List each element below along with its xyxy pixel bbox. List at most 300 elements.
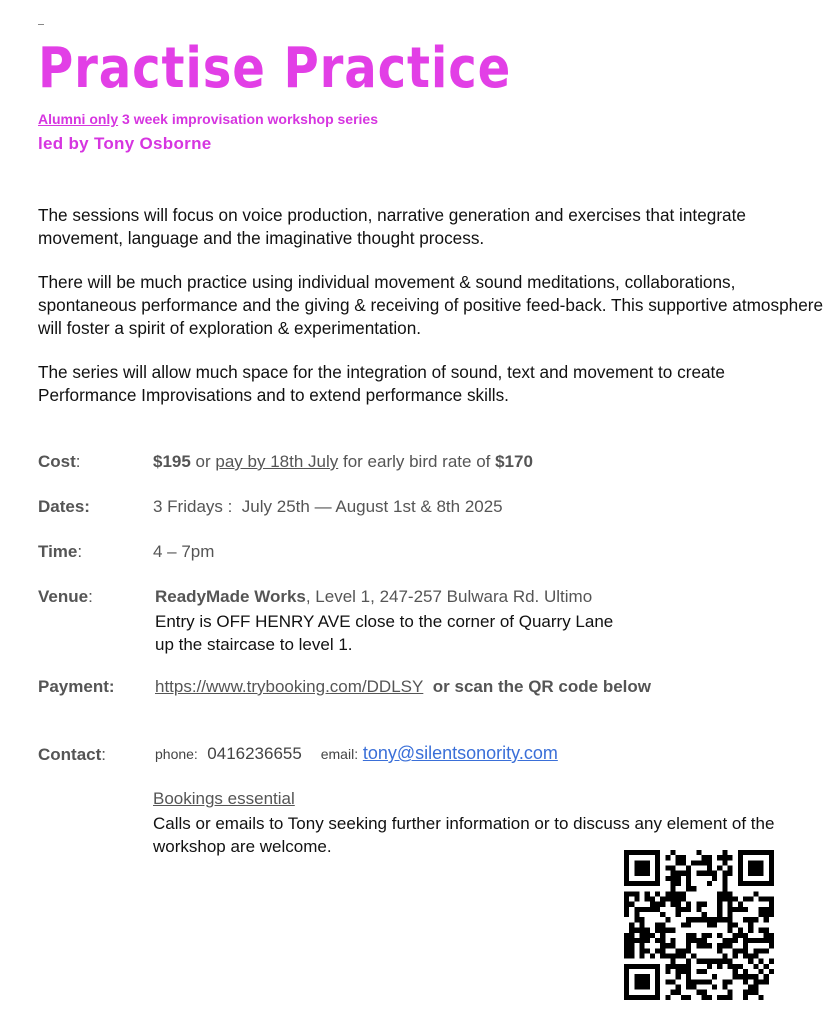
qr-module: [707, 959, 712, 964]
qr-module: [645, 938, 650, 943]
qr-module: [743, 979, 748, 984]
subtitle-rest: 3 week improvisation workshop series: [118, 111, 378, 127]
qr-module: [634, 979, 639, 984]
qr-module: [655, 969, 660, 974]
qr-module: [733, 907, 738, 912]
qr-module: [753, 990, 758, 995]
qr-module: [753, 964, 758, 969]
qr-module: [769, 912, 774, 917]
qr-module: [624, 850, 629, 855]
contact-value: [155, 743, 558, 764]
qr-module: [665, 979, 670, 984]
qr-module: [655, 979, 660, 984]
qr-module: [758, 866, 763, 871]
qr-module: [629, 938, 634, 943]
qr-module: [634, 891, 639, 896]
qr-module: [727, 917, 732, 922]
qr-module: [748, 850, 753, 855]
qr-module: [727, 943, 732, 948]
qr-module: [769, 959, 774, 964]
qr-module: [769, 907, 774, 912]
time-label: Time:: [38, 542, 83, 561]
qr-module: [665, 943, 670, 948]
qr-module: [753, 979, 758, 984]
qr-module: [702, 969, 707, 974]
qr-module: [764, 979, 769, 984]
qr-module: [686, 876, 691, 881]
qr-module: [686, 984, 691, 989]
payment-label: Payment:: [38, 677, 115, 696]
qr-module: [748, 974, 753, 979]
qr-module: [645, 860, 650, 865]
qr-module: [629, 902, 634, 907]
qr-module: [717, 933, 722, 938]
qr-module: [634, 912, 639, 917]
qr-module: [753, 871, 758, 876]
qr-module: [717, 959, 722, 964]
qr-module: [691, 984, 696, 989]
qr-module: [707, 943, 712, 948]
contact-label-text: Contact: [38, 745, 102, 764]
qr-module: [712, 974, 717, 979]
qr-module: [665, 969, 670, 974]
qr-module: [671, 876, 676, 881]
qr-module: [743, 938, 748, 943]
qr-module: [650, 907, 655, 912]
qr-module: [676, 891, 681, 896]
qr-module: [655, 902, 660, 907]
qr-module: [769, 876, 774, 881]
qr-module: [681, 855, 686, 860]
qr-module: [686, 881, 691, 886]
qr-module: [629, 964, 634, 969]
qr-module: [753, 984, 758, 989]
bookings-essential: Bookings essential: [153, 789, 295, 808]
qr-module: [671, 871, 676, 876]
qr-module: [634, 850, 639, 855]
qr-module: [738, 871, 743, 876]
qr-module: [655, 928, 660, 933]
qr-module: [624, 866, 629, 871]
qr-module: [629, 933, 634, 938]
qr-module: [702, 943, 707, 948]
qr-module: [748, 881, 753, 886]
qr-module: [660, 953, 665, 958]
qr-module: [634, 860, 639, 865]
dates-label: Dates:: [38, 497, 90, 516]
qr-module: [727, 979, 732, 984]
qr-module: [764, 938, 769, 943]
qr-module: [738, 881, 743, 886]
qr-module: [696, 943, 701, 948]
qr-module: [634, 928, 639, 933]
qr-module: [696, 860, 701, 865]
qr-module: [655, 860, 660, 865]
qr-module: [686, 959, 691, 964]
qr-module: [769, 866, 774, 871]
qr-module: [748, 984, 753, 989]
qr-module: [660, 912, 665, 917]
qr-module: [655, 938, 660, 943]
qr-module: [707, 964, 712, 969]
qr-module: [753, 881, 758, 886]
qr-module: [769, 938, 774, 943]
paragraph-2: There will be much practice using individual movement & sound meditations, collaborations, spontaneous performance and the giving & receiving of positive feed-back. This supportive atmosphere will foster a spirit of exploration & experimentation.: [38, 272, 824, 338]
early-bird-link[interactable]: pay by 18th July: [215, 452, 339, 471]
qr-module: [743, 969, 748, 974]
email-link[interactable]: tony@silentsonority.com: [362, 743, 558, 763]
qr-module: [727, 964, 732, 969]
qr-module: [686, 886, 691, 891]
qr-module: [753, 866, 758, 871]
qr-module: [769, 860, 774, 865]
qr-module: [702, 938, 707, 943]
qr-module: [671, 979, 676, 984]
qr-module: [655, 990, 660, 995]
qr-module: [676, 855, 681, 860]
qr-module: [629, 850, 634, 855]
qr-module: [634, 871, 639, 876]
qr-module: [640, 979, 645, 984]
qr-module: [702, 979, 707, 984]
qr-module: [738, 948, 743, 953]
qr-module: [655, 974, 660, 979]
qr-module: [660, 922, 665, 927]
qr-module: [722, 943, 727, 948]
qr-module: [655, 964, 660, 969]
qr-module: [712, 876, 717, 881]
qr-module: [671, 928, 676, 933]
qr-module: [717, 897, 722, 902]
cost-or: or: [190, 452, 216, 471]
qr-module: [722, 855, 727, 860]
qr-module: [753, 860, 758, 865]
qr-module: [676, 912, 681, 917]
qr-module: [629, 891, 634, 896]
qr-module: [665, 897, 670, 902]
venue-line-3: up the staircase to level 1.: [155, 635, 353, 654]
qr-module: [722, 995, 727, 1000]
qr-module: [671, 886, 676, 891]
qr-module: [743, 943, 748, 948]
qr-module: [660, 897, 665, 902]
qr-module: [624, 897, 629, 902]
qr-module: [707, 922, 712, 927]
qr-module: [753, 850, 758, 855]
phone-label: phone:: [155, 746, 198, 762]
qr-module: [769, 897, 774, 902]
qr-module: [696, 902, 701, 907]
qr-module: [738, 860, 743, 865]
qr-module: [769, 871, 774, 876]
qr-module: [702, 912, 707, 917]
qr-module: [624, 881, 629, 886]
qr-module: [753, 974, 758, 979]
qr-module: [722, 871, 727, 876]
qr-module: [676, 990, 681, 995]
qr-module: [634, 964, 639, 969]
qr-module: [738, 876, 743, 881]
qr-module: [717, 912, 722, 917]
paragraph-1: The sessions will focus on voice production, narrative generation and exercises that integrate movement, language and the imaginative thought process.: [38, 205, 746, 248]
venue-label-text: Venue: [38, 587, 89, 606]
page-title: Practise Practice: [38, 36, 512, 101]
qr-module: [640, 928, 645, 933]
qr-module: [764, 933, 769, 938]
qr-module: [691, 886, 696, 891]
qr-module: [717, 948, 722, 953]
qr-module: [681, 964, 686, 969]
qr-module: [691, 917, 696, 922]
qr-module: [733, 948, 738, 953]
qr-module: [691, 953, 696, 958]
qr-module: [764, 912, 769, 917]
qr-module: [707, 979, 712, 984]
qr-module: [691, 979, 696, 984]
qr-module: [769, 881, 774, 886]
qr-module: [665, 953, 670, 958]
qr-module: [733, 969, 738, 974]
qr-module: [722, 876, 727, 881]
qr-module: [743, 953, 748, 958]
qr-module: [702, 990, 707, 995]
qr-module: [727, 891, 732, 896]
qr-module: [624, 902, 629, 907]
subtitle: [38, 111, 378, 127]
qr-module: [727, 855, 732, 860]
qr-module: [640, 907, 645, 912]
time-label-text: Time: [38, 542, 78, 561]
qr-module: [645, 974, 650, 979]
qr-module: [738, 928, 743, 933]
qr-module: [645, 928, 650, 933]
qr-module: [671, 990, 676, 995]
qr-module: [650, 902, 655, 907]
qr-module: [769, 943, 774, 948]
qr-module: [686, 948, 691, 953]
qr-module: [733, 938, 738, 943]
qr-module: [624, 871, 629, 876]
qr-module: [686, 974, 691, 979]
qr-module: [753, 917, 758, 922]
qr-module: [686, 995, 691, 1000]
qr-module: [748, 922, 753, 927]
qr-module: [686, 907, 691, 912]
qr-module: [640, 953, 645, 958]
qr-module: [707, 995, 712, 1000]
qr-module: [655, 876, 660, 881]
early-bird-price: $170: [495, 452, 533, 471]
qr-module: [712, 984, 717, 989]
cost-label-text: Cost: [38, 452, 76, 471]
qr-module: [640, 917, 645, 922]
qr-module: [743, 974, 748, 979]
qr-module: [660, 933, 665, 938]
venue-label: Venue:: [38, 587, 93, 606]
qr-module: [681, 953, 686, 958]
qr-module: [764, 881, 769, 886]
qr-module: [758, 928, 763, 933]
qr-module: [650, 933, 655, 938]
qr-module: [665, 855, 670, 860]
qr-module: [722, 959, 727, 964]
qr-module: [645, 850, 650, 855]
qr-module: [686, 964, 691, 969]
qr-module: [758, 871, 763, 876]
qr-module: [727, 928, 732, 933]
payment-value: [155, 677, 651, 697]
qr-module: [738, 902, 743, 907]
qr-module: [722, 891, 727, 896]
qr-module: [717, 902, 722, 907]
qr-module: [624, 984, 629, 989]
qr-module: [655, 866, 660, 871]
qr-module: [634, 938, 639, 943]
qr-module: [645, 964, 650, 969]
qr-module: [696, 990, 701, 995]
qr-module: [722, 979, 727, 984]
qr-module: [645, 933, 650, 938]
qr-module: [640, 922, 645, 927]
qr-module: [676, 907, 681, 912]
qr-module: [764, 928, 769, 933]
qr-module: [702, 902, 707, 907]
early-bird-text: for early bird rate of: [338, 452, 496, 471]
qr-module: [624, 943, 629, 948]
qr-module: [743, 881, 748, 886]
qr-module: [722, 984, 727, 989]
qr-module: [665, 917, 670, 922]
qr-module: [645, 881, 650, 886]
qr-module: [634, 881, 639, 886]
qr-module: [634, 897, 639, 902]
qr-module: [753, 938, 758, 943]
qr-module: [733, 933, 738, 938]
qr-module: [702, 995, 707, 1000]
qr-module: [665, 928, 670, 933]
qr-module: [640, 964, 645, 969]
qr-module: [707, 917, 712, 922]
qr-module: [640, 933, 645, 938]
qr-module: [624, 969, 629, 974]
qr-module: [655, 881, 660, 886]
qr-module: [634, 995, 639, 1000]
qr-module: [727, 959, 732, 964]
qr-module: [738, 866, 743, 871]
qr-module: [655, 995, 660, 1000]
decorative-dash: [38, 24, 44, 25]
qr-code-icon[interactable]: [624, 850, 774, 1000]
qr-module: [660, 948, 665, 953]
qr-module: [758, 995, 763, 1000]
qr-module: [764, 850, 769, 855]
qr-module: [676, 881, 681, 886]
contact-label: Contact:: [38, 745, 107, 764]
qr-module: [758, 948, 763, 953]
qr-module: [676, 974, 681, 979]
qr-module: [629, 928, 634, 933]
qr-module: [650, 995, 655, 1000]
qr-module: [640, 984, 645, 989]
qr-module: [671, 850, 676, 855]
payment-link[interactable]: https://www.trybooking.com/DDLSY: [155, 677, 424, 696]
qr-module: [686, 943, 691, 948]
qr-module: [748, 990, 753, 995]
qr-module: [624, 876, 629, 881]
qr-module: [629, 922, 634, 927]
cost-price: $195: [153, 452, 191, 471]
qr-module: [634, 907, 639, 912]
qr-module: [733, 964, 738, 969]
qr-module: [748, 959, 753, 964]
qr-module: [717, 917, 722, 922]
qr-module: [624, 860, 629, 865]
qr-module: [681, 922, 686, 927]
qr-module: [686, 938, 691, 943]
qr-module: [686, 979, 691, 984]
qr-module: [655, 984, 660, 989]
alumni-only-text: Alumni only: [38, 111, 119, 127]
qr-module: [707, 860, 712, 865]
qr-module: [702, 855, 707, 860]
qr-module: [764, 917, 769, 922]
qr-module: [686, 902, 691, 907]
qr-module: [738, 850, 743, 855]
qr-module: [624, 990, 629, 995]
qr-module: [764, 897, 769, 902]
qr-module: [686, 917, 691, 922]
qr-module: [712, 922, 717, 927]
qr-module: [671, 866, 676, 871]
qr-module: [645, 995, 650, 1000]
qr-module: [686, 866, 691, 871]
qr-module: [717, 964, 722, 969]
qr-module: [758, 969, 763, 974]
qr-module: [696, 907, 701, 912]
qr-module: [691, 933, 696, 938]
qr-module: [696, 917, 701, 922]
qr-module: [727, 871, 732, 876]
qr-module: [624, 907, 629, 912]
qr-module: [676, 902, 681, 907]
phone-number[interactable]: 0416236655: [207, 744, 302, 763]
qr-module: [660, 902, 665, 907]
qr-module: [650, 850, 655, 855]
qr-module: [650, 964, 655, 969]
venue-directions: [155, 610, 613, 656]
qr-module: [722, 881, 727, 886]
qr-module: [640, 995, 645, 1000]
qr-module: [738, 964, 743, 969]
qr-module: [712, 871, 717, 876]
qr-module: [671, 938, 676, 943]
qr-module: [743, 897, 748, 902]
qr-module: [671, 891, 676, 896]
qr-module: [624, 974, 629, 979]
qr-module: [727, 902, 732, 907]
qr-module: [748, 953, 753, 958]
qr-module: [650, 953, 655, 958]
qr-module: [676, 876, 681, 881]
qr-module: [624, 953, 629, 958]
qr-module: [645, 907, 650, 912]
qr-module: [660, 928, 665, 933]
qr-module: [676, 871, 681, 876]
qr-module: [702, 860, 707, 865]
qr-module: [671, 881, 676, 886]
qr-module: [722, 860, 727, 865]
qr-module: [676, 984, 681, 989]
